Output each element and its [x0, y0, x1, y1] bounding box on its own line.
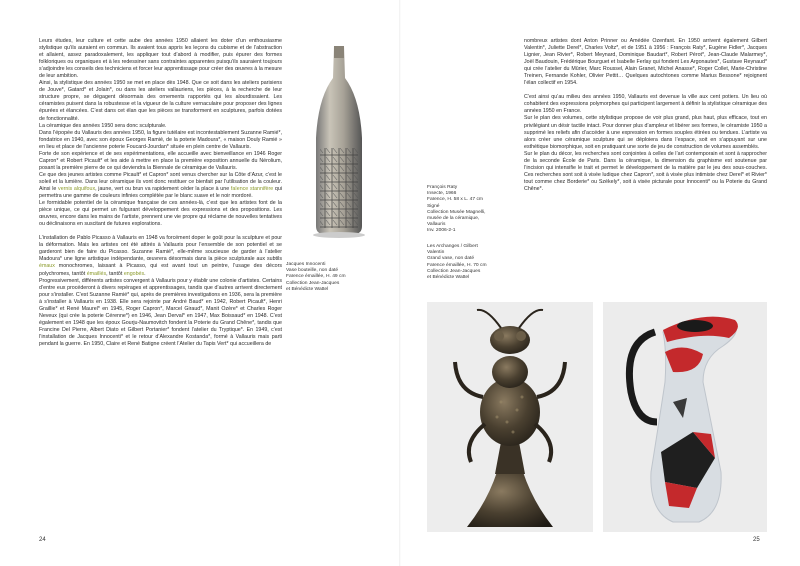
text-run: Dans l’épopée du Vallauris des années 1950, la figure tutélaire est incontestablement Suzanne Ramié*, fondatrice en 1940, avec son époux Georges Ramié, de la poterie Madoura*, « maison Douly Ramié » en lieu et place de l’ancienne poterie Foucard-Jourdan* située en plein centre de Vallauris.	[39, 129, 282, 150]
text-run: , tantôt	[106, 270, 124, 277]
text-run: Leurs études, leur culture et cette aube des années 1950 allaient les doter d’un enthousiasme stylistique qu’ils auraient en commun. Ils avaient tous appris les leçons du cubisme et de l’abstraction et allaient, assez paradoxalement, les appliquer tout d’abord à modifier, puis épurer des formes folkloriques ou organiques et à les redessiner sans contraintes apparentes puisqu’ils sauraient toujours s’adjoindre les conseils des techniciens et forcer leur apprentissage pour créer des œuvres à la mesure de leur ambition.	[39, 38, 282, 80]
text-run: Le formidable potentiel de la céramique française de ces années-là, c’est que les artistes font de la pièce unique, ce qui permet un fulgurant développement des expressions et des propositions. Les œuvres, encore dans les mains de l’artiste, prennent une vie propre qui réclame de nouvelles tentatives ou déclinaisons en suscitant de futures explorations.	[39, 200, 282, 228]
right-paragraph	[524, 94, 767, 115]
left-paragraph	[39, 151, 282, 172]
caption-line: musée de la céramique,	[427, 216, 480, 222]
glossary-term: vernis alquifoux	[58, 185, 96, 192]
caption-line: Grand vase, non daté	[427, 256, 475, 262]
text-run: C’est ainsi qu’au milieu des années 1950, Vallauris est devenue la ville aux cent potiers. Un lieu où cohabitent des expressions polymorphes qui participent largement à définir la stylistique céramique des années 1950 en France.	[524, 94, 767, 115]
caption-line: Faïence émaillée, H. 70 cm	[427, 262, 487, 268]
raty-insect-photo	[427, 302, 593, 532]
left-paragraph	[39, 172, 282, 200]
glossary-term: émaillés	[86, 270, 107, 277]
text-run: , jaune, vert ou brun va rapidement céder la place à une	[95, 185, 231, 192]
caption-line: Jacques Innocenti	[286, 262, 326, 267]
valentin-caption	[427, 244, 527, 281]
glossary-term: faïence stannifère	[230, 185, 274, 192]
left-paragraph	[39, 123, 282, 130]
text-run: Ainsi, la stylistique des années 1950 se met en place dès 1948. Que ce soit dans les ateliers parisiens de Jouve*, Gatard* et Jolain*, ou dans les ateliers vallauriens, les pièces, à la recherche de leur structure propre, se dégagent désormais des ornements rapportés qui les alourdissaient. Les céramistes puisent dans la robustesse et la vigueur de la culture vernaculaire pour proposer des lignes épurées et élancées. C’est dans cet élan que les pièces se transforment en sculptures, parfois dotées de fonctionnalité.	[39, 80, 282, 122]
right-paragraph	[524, 151, 767, 193]
caption-line: Insecte, 1966	[427, 191, 457, 197]
caption-line: Faïence émaillée, H. 49 cm	[286, 274, 346, 280]
raty-caption	[427, 185, 527, 235]
caption-line: Les Archanges / Gilbert	[427, 244, 478, 249]
caption-line: Vase bouteille, non daté	[286, 268, 339, 274]
left-paragraph	[39, 200, 282, 228]
caption-line: Vallauris	[427, 222, 446, 228]
left-paragraph	[39, 38, 282, 80]
right-page-body-text	[524, 38, 767, 193]
caption-line: et Bénédicte Wattel	[427, 275, 470, 281]
innocenti-vase-photo	[290, 38, 388, 256]
text-run: monochromes, laissant à Picasso, qui est avant tout un peintre, l’usage des décors polychromes, tantôt	[39, 263, 282, 277]
caption-line: et Bénédicte Wattel	[286, 286, 329, 292]
text-run: .	[144, 270, 146, 277]
left-paragraph	[39, 80, 282, 122]
left-paragraph	[39, 235, 282, 277]
jug-vase-photo	[603, 302, 767, 532]
left-paragraph	[39, 130, 282, 151]
caption-line: Faïence, H. 58 x L. 47 cm	[427, 197, 483, 203]
glossary-term: émaux	[39, 263, 55, 270]
text-run: nombreux artistes dont Anton Prinner ou Amédée Ozenfant. En 1950 arrivent également Gilbert Valentin*, Juliette Derel*, Charles Voltz*, et de 1951 à 1956 : François Raty*, Eugène Fidler*, Jacques Lignier, Jean Rivier*, Robert Meynard, Dominique Baudart*, Robert Pérot*, Jean-Claude Malarmey*, Joël Baudouin, Frédérique Bourguet et Isabelle Ferlay qui fondent Les Argonautes*, Gustave Reynaud* qui crée l’atelier du Mûrier, Marc Roussel, Alain Granet, Michel Anasse*, Roger Collet, Marie-Christine Treinen, Fernande Kohler, Olivier Pettit… Quelques autochtones comme Marius Bessone* rejoignent l’élan collectif en 1954.	[524, 38, 767, 87]
valentin-vase-photo	[603, 302, 767, 532]
caption-line: Signé	[427, 203, 440, 209]
bottle-vase-photo	[290, 38, 388, 256]
text-run: Sur le plan du décor, les recherches sont conjointes à celles de l’art contemporain et sont à rapprocher de la seconde École de Paris. Dans la céramique, la dimension du graphisme est soutenue par l’incision qui intensifie le trait et permet le développement de la matière par le jeu des sous-couches. Ces recherches sont soit à visée ludique chez Capron*, soit à visée plus intimiste chez Derel* et Rivier* tout comme chez Borderie* ou Székely*, soit à visée picturale pour Innocenti* ou la Poterie du Grand Chêne*.	[524, 150, 767, 192]
caption-line: Collection Jean-Jacques	[427, 268, 481, 274]
text-run: L’installation de Pablo Picasso à Vallauris en 1948 va forcément doper le goût pour la sculpture et pour la déformation. Mais les artistes ont été attirés à Vallauris pour l’ensemble de son potentiel et se garderont bien de faire du Picasso. Suzanne Ramié*, elle-même soucieuse de garder à l’atelier Madoura* une ligne artistique indépendante, œuvrera désormais dans la pièce sculpturale aux subtils	[39, 235, 282, 263]
caption-line: Valentin	[427, 250, 445, 256]
right-paragraph	[524, 38, 767, 87]
caption-line: Collection Jean-Jacques	[286, 280, 340, 286]
caption-line: Collection Musée Magnelli,	[427, 209, 486, 215]
left-page-body-text	[39, 38, 282, 348]
text-run: Forte de son expérience et de ses expérimentations, elle accueille avec bienveillance en 1946 Roger Capron* et Robert Picault* et les aide à mettre en place la première exposition annuelle du Nérolium, posant la première pierre de ce qui deviendra la Biennale de céramique de Vallauris.	[39, 150, 282, 171]
text-run: Progressivement, différents artistes convergent à Vallauris pour y établir une colonie d’artistes. Certains d’entre eux procéderont à divers repérages et apprentissages, tandis que d’autres arrivent directement pour s’installer. C’est Suzanne Ramié* qui, après de premières investigations en 1936, sera la première à s’installer à Vallauris en 1938. Elle sera rejointe par André Baud* en 1942, Robert Picault*, Henri Graillie* et René Maurel* en 1945, Roger Capron*, Marcel Giraud*, Manit Ozère* et Charles Roger Neveux (qui crée la poterie Cérenne*) en 1946, Jean Derval* en 1947, Max Boissaud* en 1948. C’est également en 1948 que les époux Gourju-Naumovitch fondent la Poterie du Grand Chêne*, tandis que Francine Del Pierre, Albert Diato et Gilbert Portanier* fondent l’atelier du Tryptique*. En 1949, c’est l’installation de Jacques Innocenti* et le retour d’Alexandre Kostanda*, formé à Vallauris mais parti pendant la guerre. En 1950, Claire et René Batigne créent l’Atelier du Tapis Vert* qui accueillera de	[39, 277, 282, 347]
caption-line: François Raty	[427, 185, 458, 190]
left-paragraph	[39, 278, 282, 348]
text-run: Sur le plan des volumes, cette stylistique propose de voir plus grand, plus haut, plus efficace, tout en privilégiant un désir tactile intact. Pour donner plus d’ampleur et libérer ses formes, le céramiste 1950 a supprimé les reliefs afin d’accéder à une expression en formes souples étirées ou tendues. L’artiste va alors créer une céramique sculpture qui se déploiera dans l’espace, soit en s’appuyant sur une esthétique biomorphique, soit en pratiquant une sorte de jeu de construction de volumes assemblés.	[524, 115, 767, 150]
book-gutter	[399, 0, 401, 566]
innocenti-caption	[286, 262, 394, 293]
text-run: qui permettra une gamme de couleurs infinies complétée par le blanc suave et le noir mordoré.	[39, 185, 283, 200]
text-run: La céramique des années 1950 sera donc sculpturale.	[39, 122, 167, 129]
page-number-right: 25	[753, 537, 760, 543]
caption-line: Inv. 2006-2-1	[427, 228, 456, 234]
insect-sculpture-photo	[427, 302, 593, 532]
page-number-left: 24	[39, 537, 46, 543]
right-paragraph	[524, 115, 767, 150]
text-run: Ce que des jeunes artistes comme Picault* et Capron* sont venus chercher sur la Côte d’Azur, c’est le soleil et la lumière. Dans leur céramique ils vont donc restituer ce bienfait par l’utilisation de la couleur. Ainsi le	[39, 171, 282, 192]
glossary-term: engobés	[123, 270, 145, 277]
